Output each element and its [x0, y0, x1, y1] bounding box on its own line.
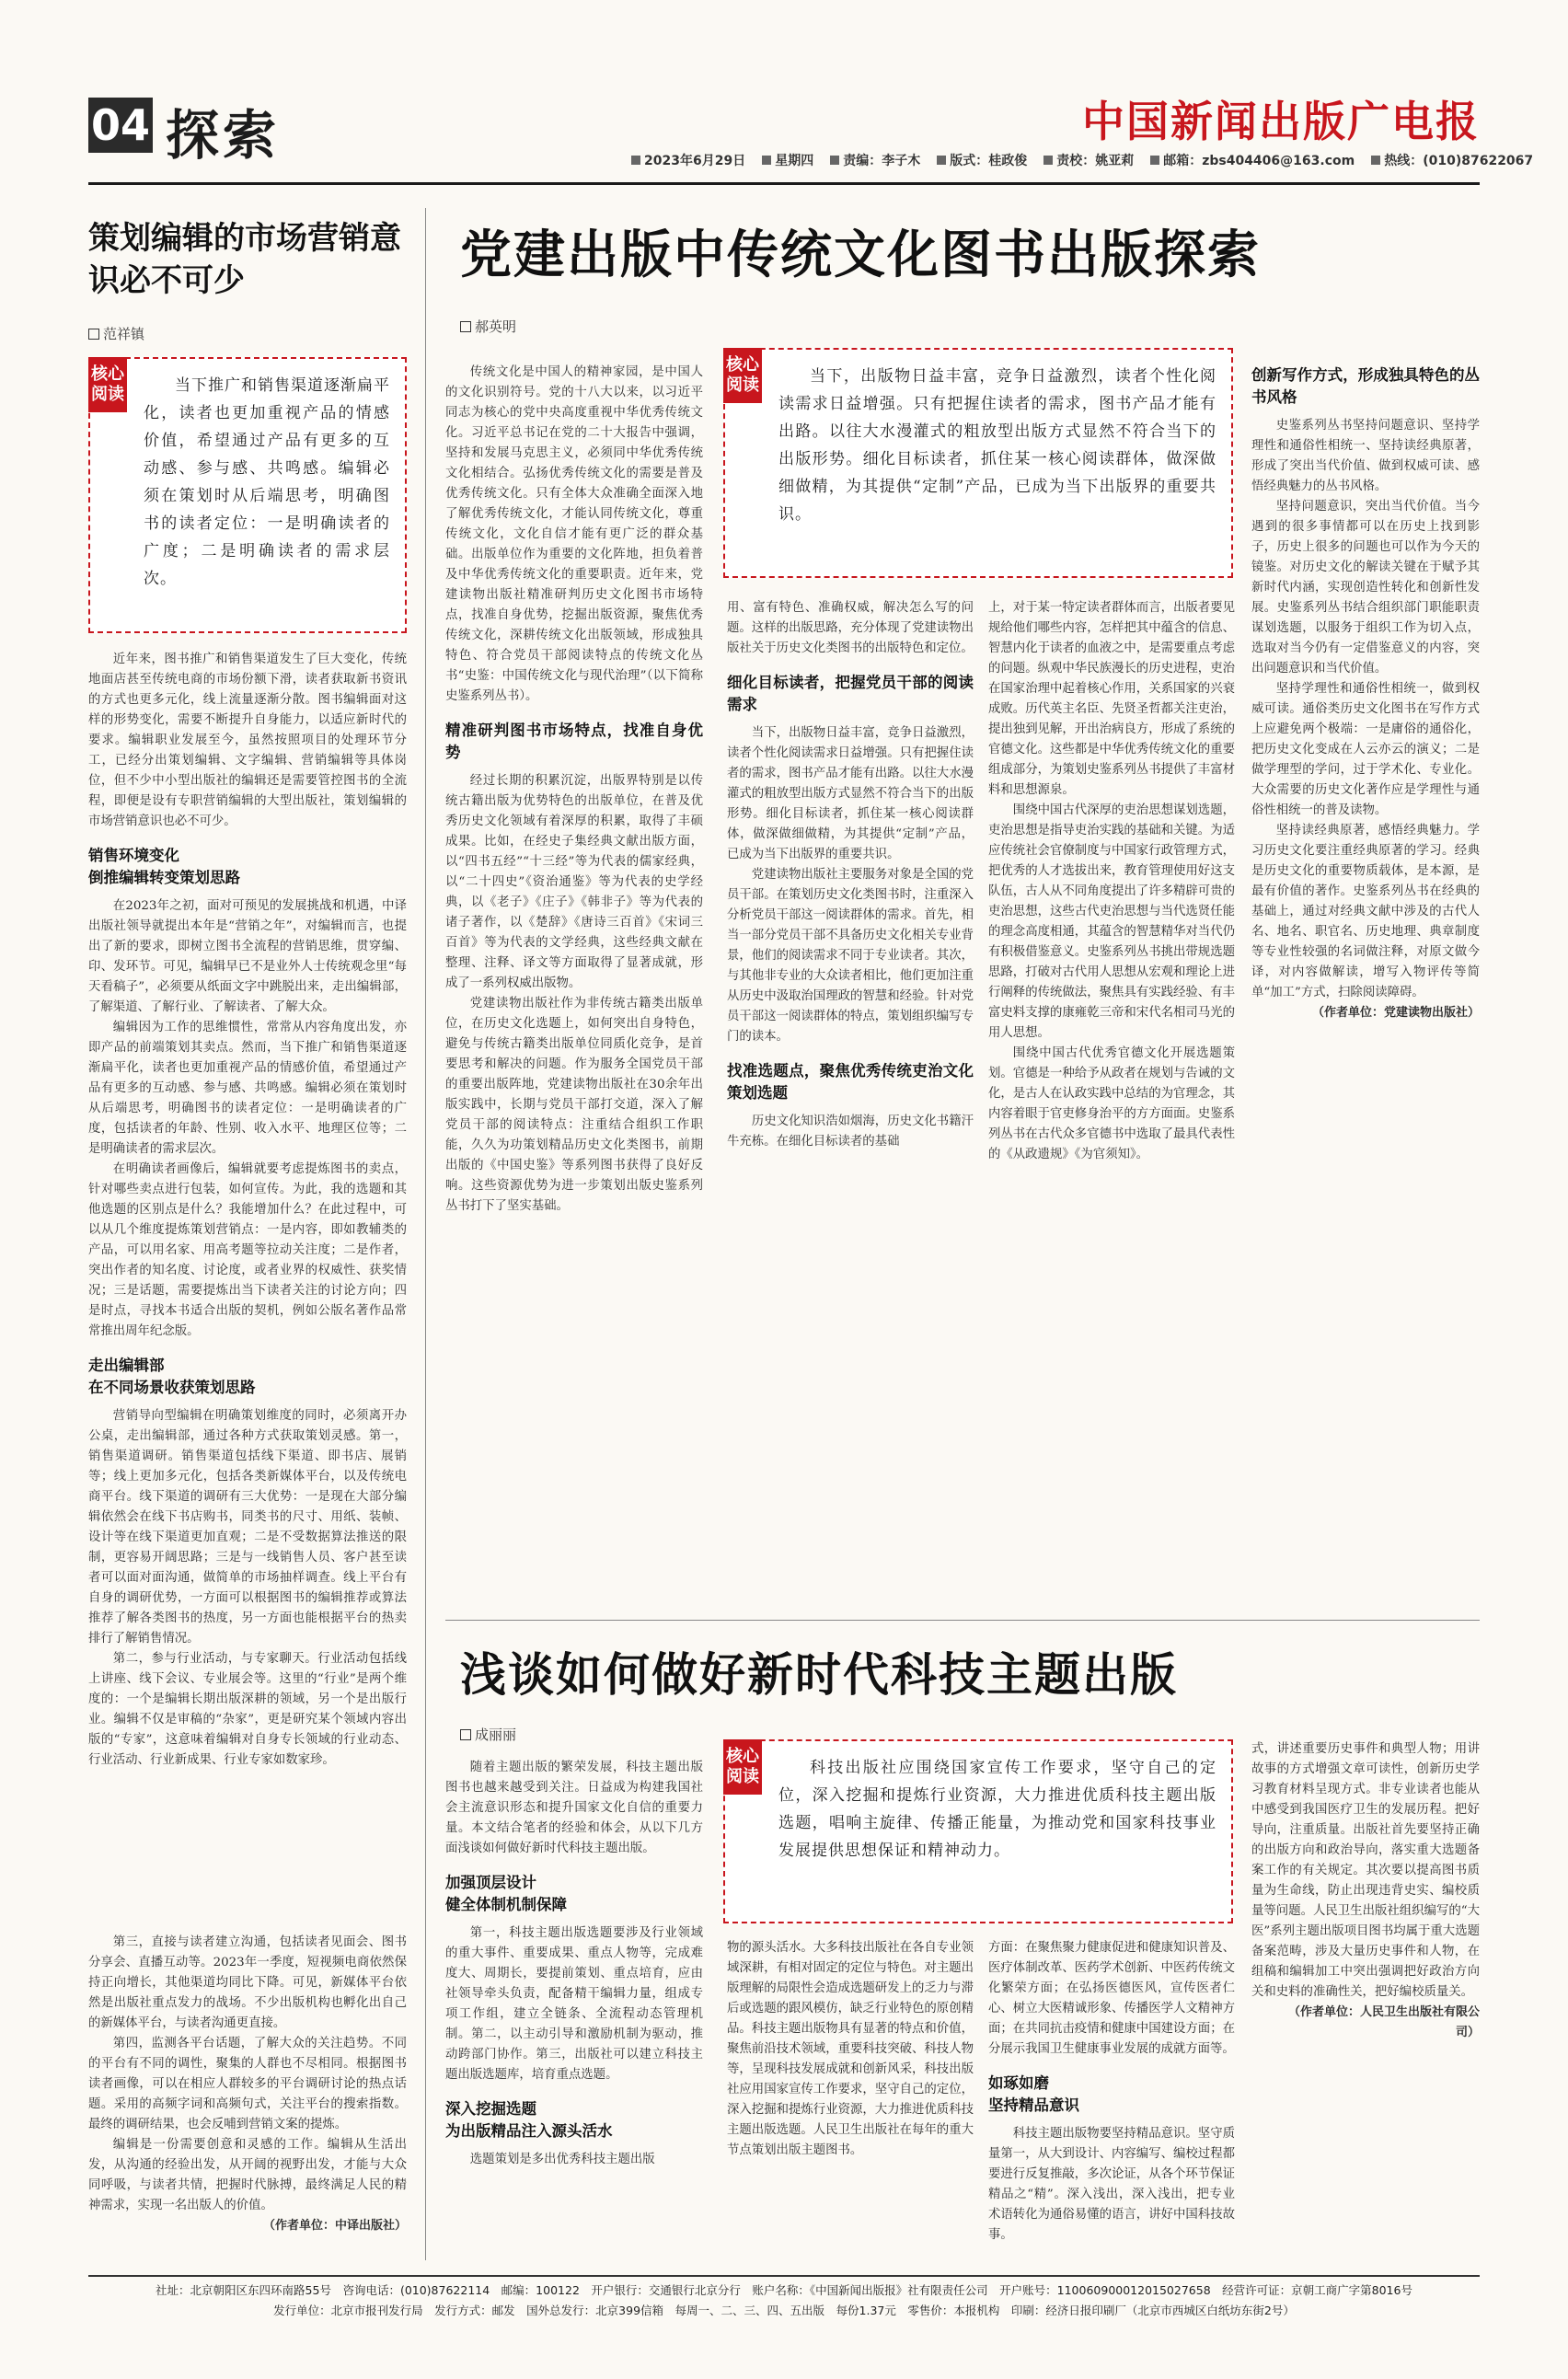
byline-box-icon: [460, 1729, 471, 1740]
paragraph: 史鉴系列丛书坚持问题意识、坚持学理性和通俗性相统一、坚持读经典原著，形成了突出当代价值、做到权威可读、感悟经典魅力的丛书风格。: [1251, 419, 1480, 493]
square-bullet-icon: [1371, 156, 1380, 165]
article3-col4: [1251, 1739, 1480, 2255]
article2-col4: [1251, 363, 1480, 1605]
article2-byline: 郝英明: [460, 317, 516, 336]
subheading: 销售环境变化 倒推编辑转变策划思路: [88, 847, 240, 886]
chief-editor-info: 责编：李子木: [830, 149, 920, 171]
paragraph: 编辑因为工作的思维惯性，常常从内容角度出发，亦即产品的前端策划其卖点。然而，当下推广和销售渠道逐渐扁平化，读者也更加重视产品的情感价值，希望通过产品有更多的互动感、参与感、共鸣感。编辑必须在策划时从后端思考，明确图书的读者定位：一是明确读者的广度，包括读者的年龄、性别、收入水平、地理区位等；二是明确读者的需求层次。: [88, 1021, 407, 1156]
footer-info: [88, 2275, 1480, 2321]
paragraph: 坚持问题意识，突出当代价值。当今遇到的很多事情都可以在历史上找到影子，历史上很多的问题也可以作为今天的镜鉴。对历史文化的解读关键在于赋予其新时代内涵，实现创造性转化和创新性发展。史鉴系列丛书结合组织部门职能职责谋划选题，以服务于组织工作为切入点，选取对当今仍有一定借鉴意义的内容，突出问题意识和当代价值。: [1251, 500, 1480, 676]
core-reading-label: 核心阅读: [723, 348, 762, 403]
paragraph: 第一，科技主题出版选题要涉及行业领域的重大事件、重要成果、重点人物等，完成难度大、周期长，要提前策划、重点培育，应由社领导牵头负责，配备精干编辑力量，组成专项工作组，建立全链条、全流程动态管理机制。第二，以主动引导和激励机制为驱动，推动跨部门协作。第三，出版社可以建立科技主题出版选题库，培育重点选题。: [445, 1926, 703, 2082]
date-info: 2023年6月29日: [631, 149, 745, 171]
paragraph: 编辑是一份需要创意和灵感的工作。编辑从生活出发，从沟通的经验出发，从开阔的视野出发，才能与大众同呼吸，与读者共情，把握时代脉搏，最终满足人民的精神需求，实现一名出版人的价值。: [88, 2138, 407, 2212]
weekday-info: 星期四: [762, 149, 813, 171]
article3-core-reading: [723, 1739, 1233, 1923]
paragraph: 物的源头活水。大多科技出版社在各自专业领域深耕，有相对固定的定位与特色。对主题出版理解的局限性会造成选题研发上的乏力与滞后或选题的跟风模仿，缺乏行业特色的原创精品。科技主题出版物具有显著的特点和价值，聚焦前沿技术领域，重要科技突破、科技人物等，呈现科技发展成就和创新风采，科技出版社应用国家宣传工作要求，坚守自己的定位，深入挖掘和提炼行业资源，大力推进优质科技主题出版选题。人民卫生出版社在每年的重大节点策划出版主题图书。: [727, 1941, 974, 2157]
article1-body-cont: [88, 1933, 407, 2255]
paragraph: 在2023年之初，面对可预见的发展挑战和机遇，中译出版社领导就提出本年是“营销之年”，对编辑而言，也提出了新的要求，即树立图书全流程的营销思维，贯穿编、印、发环节。可见，编辑早已不是业外人士传统观念里“每天看稿子”，必须要从纸面文字中跳脱出来，走出编辑部，了解渠道、了解行业、了解读者、了解大众。: [88, 899, 407, 1014]
subheading: 走出编辑部 在不同场景收获策划思路: [88, 1357, 256, 1396]
section-title: 探索: [166, 104, 281, 167]
paragraph: 近年来，图书推广和销售渠道发生了巨大变化，传统地面店甚至传统电商的市场份额下滑，读者获取新书资讯的方式也更多元化，线上流量逐渐分散。图书编辑面对这样的形势变化，需要不断提升自身能力，以适应新时代的要求。编辑职业发展至今，虽然按照项目的处理环节分工，已经分出策划编辑、文字编辑、营销编辑等具体岗位，但不少中小型出版社的编辑还是需要管控图书的全流程，即便是设有专职营销编辑的大型出版社，策划编辑的市场营销意识也必不可少。: [88, 652, 407, 828]
paragraph: 坚持读经典原著，感悟经典魅力。学习历史文化要注重经典原著的学习。经典是历史文化的重要物质载体，是本源，是最有价值的著作。史鉴系列丛书在经典的基础上，通过对经典文献中涉及的古代人名、地名、职官名、历史地理、典章制度等专业性较强的名词做注释，对原文做今译，对内容做解读，增写入物评传等简单“加工”方式，扫除阅读障碍。: [1251, 824, 1480, 999]
author-affiliation: （作者单位：人民卫生出版社有限公司）: [1287, 2005, 1480, 2039]
paragraph: 科技主题出版物要坚持精品意识。坚守质量第一，从大到设计、内容编写、编校过程都要进行反复推敲，多次论证，从各个环节保证精品之“精”。深入浅出，深入浅出，把专业术语转化为通俗易懂的语言，讲好中国科技故事。: [988, 2127, 1235, 2242]
byline-box-icon: [460, 321, 471, 332]
paragraph: 历史文化知识浩如烟海，历史文化书籍汗牛充栋。在细化目标读者的基础: [727, 1114, 974, 1149]
article2-col2: [727, 598, 974, 1605]
subheading: 创新写作方式，形成独具特色的丛书风格: [1251, 366, 1480, 406]
paragraph: 上，对于某一特定读者群体而言，出版者要见规给他们哪些内容，怎样把其中蕴含的信息、智慧内化于读者的血液之中，是需要重点考虑的问题。纵观中华民族漫长的历史进程，吏治在国家治理中起着核心作用，关系国家的兴衰成败。历代英主名臣、先贤圣哲都关注吏治，提出独到见解，开出治病良方，形成了系统的官德文化。这些都是中华优秀传统文化的重要组成部分，为策划史鉴系列丛书提供了丰富材料和思想源泉。: [988, 601, 1235, 797]
article3-col2: [727, 1938, 974, 2255]
paragraph: 选题策划是多出优秀科技主题出版: [469, 2153, 655, 2166]
core-reading-label: 核心阅读: [723, 1739, 762, 1795]
footer-line: 社址：北京朝阳区东四环南路55号 咨询电话：(010)87622114 邮编：100122 开户银行：交通银行北京分行 账户名称：《中国新闻出版报》社有限责任公司 开户账号：110060900012015027658 经营许可证：京朝工商广字第8016号: [156, 2283, 1412, 2297]
article1-core-reading: [88, 357, 407, 633]
article3-byline: 成丽丽: [460, 1725, 516, 1744]
newspaper-logo: 中国新闻出版广电报: [1082, 97, 1480, 146]
hotline-info: 热线：(010)87622067: [1371, 149, 1533, 171]
issue-meta: [631, 149, 1534, 171]
article-divider: [445, 1620, 1480, 1621]
square-bullet-icon: [937, 156, 946, 165]
core-reading-text: 当下，出版物日益丰富，竞争日益激烈，读者个性化阅读需求日益增强。只有把握住读者的需求，图书产品才能有出路。以往大水漫灌式的粗放型出版方式显然不符合当下的出版形势。细化目标读者，抓住某一核心阅读群体，做深做细做精，为其提供“定制”产品，已成为当下出版界的重要共识。: [778, 367, 1216, 524]
square-bullet-icon: [830, 156, 839, 165]
article2-col1: [445, 363, 703, 1605]
subheading: 深入挖掘选题 为出版精品注入源头活水: [445, 2100, 613, 2140]
subheading: 找准选题点，聚焦优秀传统吏治文化策划选题: [727, 1062, 974, 1102]
core-reading-label: 核心阅读: [88, 357, 127, 412]
article1-byline: 范祥镇: [88, 324, 144, 343]
paragraph: 方面：在聚焦聚力健康促进和健康知识普及、医疗体制改革、医药学术创新、中医药传统文化繁荣方面；在弘扬医德医风，宣传医者仁心、树立大医精诚形象、传播医学人文精神方面；在共同抗击疫情和健康中国建设方面；在分展示我国卫生健康事业发展的成就方面等。: [988, 1941, 1235, 2056]
article2-col3: [988, 598, 1235, 1605]
article3-title: 浅谈如何做好新时代科技主题出版: [460, 1648, 1178, 1702]
article2-core-reading: [723, 348, 1233, 578]
author-affiliation: （作者单位：党建读物出版社）: [1311, 1006, 1480, 1020]
square-bullet-icon: [762, 156, 771, 165]
paragraph: 营销导向型编辑在明确策划维度的同时，必须离开办公桌，走出编辑部，通过各种方式获取策划灵感。第一，销售渠道调研。销售渠道包括线下渠道、即书店、展销等；线上更加多元化，包括各类新媒体平台，以及传统电商平台。线下渠道的调研有三大优势：一是现在大部分编辑依然会在线下书店购书，同类书的尺寸、用纸、装帧、设计等在线下渠道更加直观；二是不受数据算法推送的限制，更容易开阔思路；三是与一线销售人员、客户甚至读者可以面对面沟通，做简单的市场抽样调查。线上平台有自身的调研优势，一方面可以根据图书的编辑推荐或算法推荐了解各类图书的热度，另一方面也能根据平台的热卖排行了解销售情况。: [88, 1409, 407, 1646]
paragraph: 围绕中国古代深厚的吏治思想谋划选题，吏治思想是指导吏治实践的基础和关键。为适应传统社会官僚制度与中国家行政管理方式，把优秀的人才选拔出来，教育管理使用好这支队伍，古人从不同角度提出了许多精辟可贵的吏治思想，这些古代吏治思想与当代选贤任能的理念高度相通，其蕴含的智慧精华对当代仍有积极借鉴意义。史鉴系列丛书挑出带规选题思路，打破对古代用人思想从宏观和理论上进行阐释的传统做法，聚焦具有实践经验、有丰富史料支撑的康雍乾三帝和宋代名相司马光的用人思想。: [988, 803, 1235, 1040]
paragraph: 式，讲述重要历史事件和典型人物；用讲故事的方式增强文章可读性，创新历史学习教育材料呈现方式。非专业读者也能从中感受到我国医疗卫生的发展历程。把好导向，注重质量。出版社首先要坚持正确的出版方向和政治导向，落实重大选题备案工作的有关规定。其次要以提高图书质量为生命线，防止出现违背史实、编校质量等问题。人民卫生出版社组织编写的“大医”系列主题出版项目图书均属于重大选题备案范畴，涉及大量历史事件和人物，在组稿和编辑加工中突出强调把好政治方向关和史料的准确性关，把好编校质量关。: [1251, 1742, 1480, 1999]
email-info: 邮箱：zbs404406@163.com: [1150, 149, 1355, 171]
masthead-rule: [88, 182, 1480, 185]
author-affiliation: （作者单位：中译出版社）: [262, 2219, 407, 2233]
designer-info: 版式：桂政俊: [937, 149, 1027, 171]
footer-line: 发行单位：北京市报刊发行局 发行方式：邮发 国外总发行：北京399信箱 每周一、二、三、四、五出版 每份1.37元 零售价：本报机构 印刷：经济日报印刷厂（北京市西城区白纸坊东街2号）: [273, 2304, 1295, 2317]
subheading: 细化目标读者，把握党员干部的阅读需求: [727, 674, 974, 713]
paragraph: 随着主题出版的繁荣发展，科技主题出版图书也越来越受到关注。日益成为构建我国社会主流意识形态和提升国家文化自信的重要力量。本文结合笔者的经验和体会，从以下几方面浅谈如何做好新时代科技主题出版。: [445, 1761, 703, 1855]
subheading: 加强顶层设计 健全体制机制保障: [445, 1874, 567, 1913]
core-reading-text: 科技出版社应围绕国家宣传工作要求，坚守自己的定位，深入挖掘和提炼行业资源，大力推进优质科技主题出版选题，唱响主旋律、传播正能量，为推动党和国家科技事业发展提供思想保证和精神动力。: [778, 1759, 1216, 1860]
paragraph: 第四，监测各平台话题，了解大众的关注趋势。不同的平台有不同的调性，聚集的人群也不尽相同。根据图书读者画像，可以在相应人群较多的平台调研讨论的热点话题。采用的高频字词和高频句式，关注平台的搜索指数。最终的调研结果，也会反哺到营销文案的提炼。: [88, 2037, 407, 2131]
subheading: 如琢如磨 坚持精品意识: [988, 2074, 1079, 2114]
square-bullet-icon: [1043, 156, 1053, 165]
column-divider: [425, 208, 426, 2260]
article3-col3: [988, 1938, 1235, 2255]
paragraph: 当下，出版物日益丰富，竞争日益激烈，读者个性化阅读需求日益增强。只有把握住读者的需求，图书产品才能有出路。以往大水漫灌式的粗放型出版方式显然不符合当下的出版形势。细化目标读者，抓住某一核心阅读群体，做深做细做精，为其提供“定制”产品，已成为当下出版界的重要共识。: [727, 726, 974, 861]
subheading: 精准研判图书市场特点，找准自身优势: [445, 722, 703, 761]
article1-body: [88, 650, 407, 1929]
paragraph: 用、富有特色、准确权威，解决怎么写的问题。这样的出版思路，充分体现了党建读物出版社关于历史文化类图书的出版特色和定位。: [727, 601, 974, 655]
article3-col1: [445, 1758, 703, 2255]
core-reading-text: 当下推广和销售渠道逐渐扁平化，读者也更加重视产品的情感价值，希望通过产品有更多的互动感、参与感、共鸣感。编辑必须在策划时从后端思考，明确图书的读者定位：一是明确读者的广度；二是明确读者的需求层次。: [144, 376, 390, 588]
paragraph: 在明确读者画像后，编辑就要考虑提炼图书的卖点，针对哪些卖点进行包装，如何宣传。为此，我的选题和其他选题的区别点是什么？我能增加什么？在此过程中，可以从几个维度提炼策划营销点：一是内容，即如教辅类的产品，可以用名家、用高考题等拉动关注度；二是作者，突出作者的知名度、讨论度，或者业界的权威性、获奖情况；三是话题，需要提炼出当下读者关注的讨论方向；四是时点，寻找本书适合出版的契机，例如公版名著作品常常推出周年纪念版。: [88, 1162, 407, 1338]
paragraph: 党建读物出版社作为非传统古籍类出版单位，在历史文化选题上，如何突出自身特色，避免与传统古籍类出版单位同质化竞争，是首要思考和解决的问题。作为服务全国党员干部的重要出版阵地，党建读物出版社在30余年出版实践中，长期与党员干部打交道，深入了解党员干部的阅读特点：注重结合组织工作职能，久久为功策划精品历史文化类图书，前期出版的《中国史鉴》等系列图书获得了良好反响。这些资源优势为进一步策划出版史鉴系列丛书打下了坚实基础。: [445, 997, 703, 1213]
square-bullet-icon: [631, 156, 640, 165]
article1-title: 策划编辑的市场营销意识必不可少: [88, 220, 401, 299]
article2-title: 党建出版中传统文化图书出版探索: [460, 225, 1261, 285]
paragraph: 第二，参与行业活动，与专家聊天。行业活动包括线上讲座、线下会议、专业展会等。这里的“行业”是两个维度的：一个是编辑长期出版深耕的领域，另一个是出版行业。编辑不仅是审稿的“杂家”，更是研究某个领域内容出版的“专家”，这意味着编辑对自身专长领域的行业动态、行业活动、行业新成果、行业专家如数家珍。: [88, 1652, 407, 1767]
paragraph: 坚持学理性和通俗性相统一，做到权威可读。通俗类历史文化图书在写作方式上应避免两个极端：一是庸俗的通俗化，把历史文化变成在人云亦云的演义；二是做学理型的学问，过于学术化、专业化。大众需要的历史文化著作应是学理性与通俗性相统一的普及读物。: [1251, 682, 1480, 817]
paragraph: 党建读物出版社主要服务对象是全国的党员干部。在策划历史文化类图书时，注重深入分析党员干部这一阅读群体的需求。首先，相当一部分党员干部不具备历史文化相关专业背景，他们的阅读需求不同于专业读者。其次，与其他非专业的大众读者相比，他们更加注重从历史中汲取治国理政的智慧和经验。针对党员干部这一阅读群体的特点，策划组织编写专门的读本。: [727, 868, 974, 1044]
masthead: [88, 88, 1534, 177]
square-bullet-icon: [1150, 156, 1159, 165]
paragraph: 第三，直接与读者建立沟通，包括读者见面会、图书分享会、直播互动等。2023年一季度，短视频电商依然保持正向增长，其他渠道均同比下降。可见，新媒体平台依然是出版社重点发力的战场。不少出版机构也孵化出自己的新媒体平台，与读者沟通更直接。: [88, 1935, 407, 2030]
page-number: 04: [88, 98, 153, 153]
paragraph: 经过长期的积累沉淀，出版界特别是以传统古籍出版为优势特色的出版单位，在普及优秀历史文化领域有着深厚的积累，取得了丰硕成果。比如，在经史子集经典文献出版方面，以“四书五经”“十三经”等为代表的儒家经典，以“二十四史”《资治通鉴》等为代表的史学经典，以《老子》《庄子》《韩非子》等为代表的诸子著作，以《楚辞》《唐诗三百首》《宋词三百首》等为代表的文学经典，这些经典文献在整理、注释、译文等方面取得了显著成就，形成了一系列权威出版物。: [445, 774, 703, 990]
proofreader-info: 责校：姚亚莉: [1043, 149, 1134, 171]
paragraph: 围绕中国古代优秀官德文化开展选题策划。官德是一种给予从政者在规划与告诫的文化，是古人在认政实践中总结的为官理念，其内容着眼于官吏修身治平的方方面面。史鉴系列丛书在古代众多官德书中选取了最具代表性的《从政遗规》《为官须知》。: [988, 1046, 1235, 1161]
paragraph: 传统文化是中国人的精神家园，是中国人的文化识别符号。党的十八大以来，以习近平同志为核心的党中央高度重视中华优秀传统文化。习近平总书记在党的二十大报告中强调，坚持和发展马克思主义，必须同中华优秀传统文化相结合。弘扬优秀传统文化的需要是普及优秀传统文化。只有全体大众准确全面深入地了解优秀传统文化，才能认同传统文化，尊重传统文化，文化自信才能有更广泛的群众基础。出版单位作为重要的文化阵地，担负着普及中华优秀传统文化的重要职责。近年来，党建读物出版社精准研判历史文化图书市场特点，找准自身优势，挖掘出版资源，聚焦优秀传统文化，深耕传统文化出版领域，形成独具特色、符合党员干部阅读特点的传统文化丛书“史鉴：中国传统文化与现代治理”（以下简称史鉴系列丛书）。: [445, 365, 703, 703]
byline-box-icon: [88, 329, 99, 340]
